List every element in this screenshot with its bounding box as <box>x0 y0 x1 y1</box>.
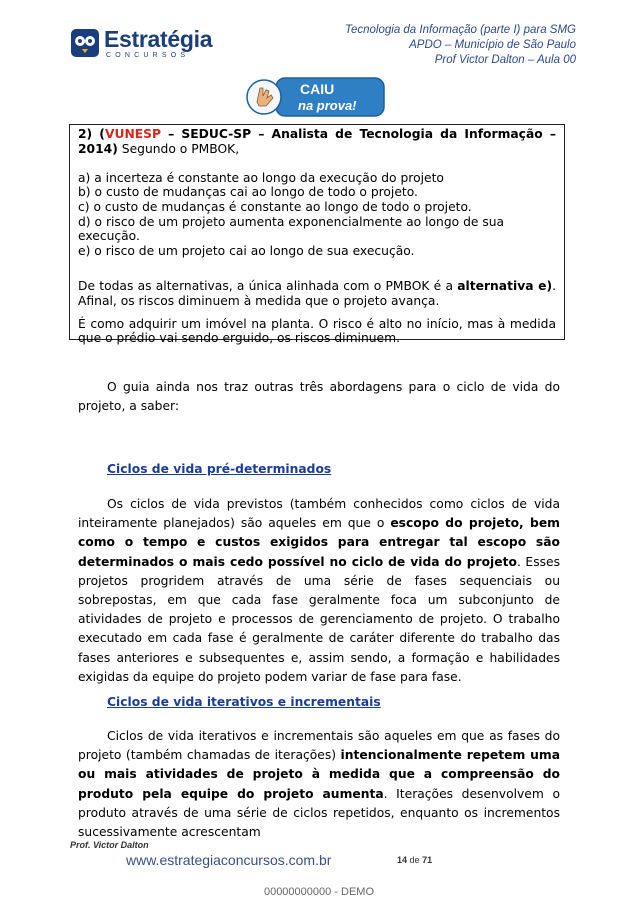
answer-pre: De todas as alternativas, a única alinhada com o PMBOK é a <box>78 279 458 294</box>
intro-text: O guia ainda nos traz outras três abordagens para o ciclo de vida do projeto, a saber: <box>78 380 560 414</box>
logo-sub: CONCURSOS <box>106 52 190 59</box>
page-header <box>345 23 576 68</box>
header-line-3: Prof Victor Dalton – Aula 00 <box>434 54 576 66</box>
question-title-rest: – SEDUC-SP – Analista de Tecnologia da Informação – 2014) <box>78 127 556 156</box>
header-line-2: APDO – Município de São Paulo <box>409 39 576 51</box>
intro-paragraph <box>78 378 560 416</box>
option-a: a) a incerteza é constante ao longo da execução do projeto <box>78 170 444 185</box>
footer-page-number <box>397 855 432 865</box>
answer-text <box>78 279 556 308</box>
s1-bold: escopo do projeto, bem como o tempo e custos exigidos para entregar tal escopo são determinados o mais cedo possível no ciclo de vida do projeto <box>78 516 560 569</box>
option-d: d) o risco de um projeto aumenta exponencialmente ao longo de sua execução. <box>78 214 505 244</box>
s1-pre: Os ciclos de vida previstos (também conhecidos como ciclos de vida inteiramente planejados) são aqueles em que o <box>78 497 560 531</box>
badge-line-1: CAIU <box>300 81 335 97</box>
estrategia-logo <box>70 24 213 66</box>
footer-author: Prof. Victor Dalton <box>70 840 149 850</box>
page-total: 71 <box>422 855 433 865</box>
s2-post: . Iterações desenvolvem o produto através de uma série de ciclos repetidos, enquanto os incrementos sucessivamente acrescentam <box>78 786 560 840</box>
logo-brand: Estratégia <box>104 26 213 52</box>
section-heading-2: Ciclos de vida iterativos e incrementais <box>107 695 381 709</box>
footer-url[interactable]: www.estrategiaconcursos.com.br <box>126 852 332 868</box>
section1-paragraph <box>78 495 560 687</box>
question-title <box>78 127 556 156</box>
owl-icon <box>70 28 100 58</box>
badge-line-2: na prova! <box>298 98 357 113</box>
option-b: b) o custo de mudanças cai ao longo de todo o projeto. <box>78 185 418 200</box>
option-c: c) o custo de mudanças é constante ao longo de todo o projeto. <box>78 199 472 214</box>
question-org: VUNESP <box>104 127 161 141</box>
answer-post: . Afinal, os riscos diminuem à medida que o projeto avança. <box>78 279 556 308</box>
section2-paragraph <box>78 727 560 842</box>
option-e: e) o risco de um projeto cai ao longo de sua execução. <box>78 243 415 258</box>
page-of: de <box>409 855 420 865</box>
question-box <box>69 124 565 346</box>
question-stem: Segundo o PMBOK, <box>117 141 240 156</box>
comment-text: É como adquirir um imóvel na planta. O risco é alto no início, mas à medida que o prédio vai sendo erguido, os riscos diminuem. <box>78 316 556 346</box>
demo-watermark: 00000000000 - DEMO <box>263 886 375 898</box>
header-line-1: Tecnologia da Informação (parte I) para SMG <box>345 24 576 36</box>
s2-bold: intencionalmente repetem uma ou mais atividades de projeto à medida que a compreensão do produto pela equipe do projeto aumenta <box>78 748 561 801</box>
s1-post: . Esses projetos progridem através de uma série de fases sequenciais ou sobrepostas, em que cada fase geralmente foca um subconjunto de atividades de projeto e processos de gerenciamento de projeto. O trabalho executado em cada fase é geralmente de caráter diferente do trabalho das fases anteriores e subsequentes e, assim sendo, a formação e habilidades exigidas da equipe do projeto podem variar de fase para fase. <box>78 554 560 684</box>
s2-pre: Ciclos de vida iterativos e incrementais são aqueles em que as fases do projeto (também chamadas de iterações) <box>78 729 560 763</box>
answer-bold: alternativa e) <box>457 279 553 294</box>
hand-icon <box>247 80 281 114</box>
caiu-na-prova-badge <box>240 72 390 120</box>
section-heading-1: Ciclos de vida pré-determinados <box>107 462 332 476</box>
question-number: 2) ( <box>78 127 105 141</box>
page-current: 14 <box>397 855 408 865</box>
